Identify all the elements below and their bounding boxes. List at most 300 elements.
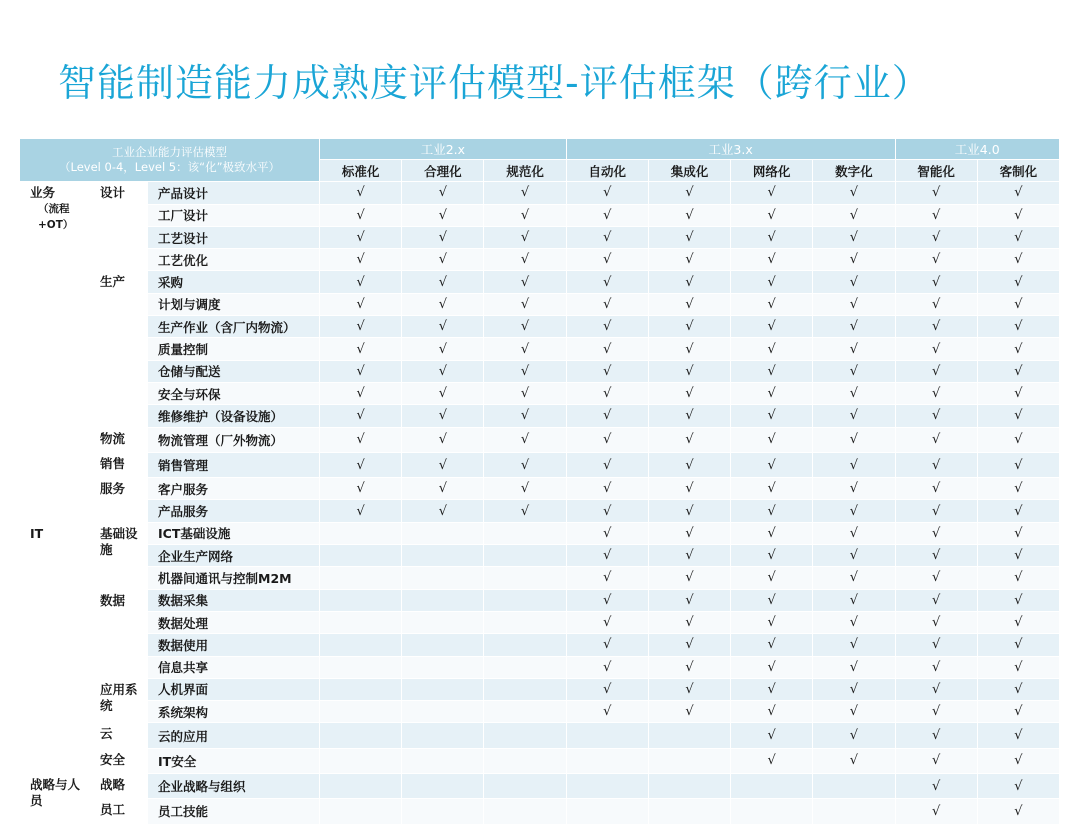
check-mark: √ [402, 478, 484, 500]
empty-cell [402, 679, 484, 701]
check-mark: √ [978, 383, 1060, 405]
model-level-note: （Level 0-4，Level 5：该“化”极致水平） [59, 160, 281, 175]
capability-item: IT安全 [148, 749, 320, 774]
category-name: IT [30, 525, 44, 541]
level-header: 数字化 [813, 160, 895, 182]
check-mark: √ [813, 361, 895, 383]
check-mark: √ [320, 500, 402, 522]
check-mark: √ [567, 361, 649, 383]
check-mark: √ [402, 294, 484, 316]
check-mark: √ [649, 316, 731, 338]
check-mark: √ [978, 338, 1060, 360]
empty-cell [484, 799, 566, 824]
check-mark: √ [813, 749, 895, 774]
capability-item: 信息共享 [148, 657, 320, 679]
check-mark: √ [896, 545, 978, 567]
group-header-row [20, 139, 1060, 160]
empty-cell [402, 657, 484, 679]
check-mark: √ [813, 205, 895, 227]
empty-cell [320, 523, 402, 545]
check-mark: √ [813, 428, 895, 453]
check-mark: √ [896, 271, 978, 293]
check-mark: √ [567, 634, 649, 656]
check-mark: √ [896, 634, 978, 656]
check-mark: √ [978, 567, 1060, 589]
table-row [20, 679, 1060, 701]
check-mark: √ [896, 361, 978, 383]
subcategory-name: 数据 [90, 590, 148, 679]
empty-cell [484, 657, 566, 679]
check-mark: √ [649, 383, 731, 405]
capability-item: 仓储与配送 [148, 361, 320, 383]
level-header: 规范化 [484, 160, 566, 182]
check-mark: √ [813, 249, 895, 271]
empty-cell [484, 612, 566, 634]
category-cell [20, 523, 90, 774]
subcategory-name: 应用系统 [90, 679, 148, 724]
category-cell [20, 182, 90, 522]
check-mark: √ [649, 428, 731, 453]
check-mark: √ [320, 227, 402, 249]
check-mark: √ [567, 383, 649, 405]
check-mark: √ [896, 294, 978, 316]
check-mark: √ [649, 249, 731, 271]
check-mark: √ [731, 749, 813, 774]
capability-item: 工艺设计 [148, 227, 320, 249]
empty-cell [484, 545, 566, 567]
empty-cell [567, 799, 649, 824]
table-row [20, 338, 1060, 360]
check-mark: √ [896, 523, 978, 545]
empty-cell [484, 701, 566, 723]
check-mark: √ [978, 478, 1060, 500]
table-row [20, 799, 1060, 824]
table-row [20, 590, 1060, 612]
check-mark: √ [813, 723, 895, 748]
check-mark: √ [402, 361, 484, 383]
check-mark: √ [484, 478, 566, 500]
check-mark: √ [813, 227, 895, 249]
check-mark: √ [402, 205, 484, 227]
check-mark: √ [896, 701, 978, 723]
check-mark: √ [649, 634, 731, 656]
empty-cell [731, 799, 813, 824]
check-mark: √ [484, 338, 566, 360]
capability-item: 物流管理（厂外物流） [148, 428, 320, 453]
check-mark: √ [320, 338, 402, 360]
check-mark: √ [813, 612, 895, 634]
empty-cell [813, 774, 895, 799]
subcategory-name: 物流 [90, 428, 148, 453]
check-mark: √ [567, 500, 649, 522]
check-mark: √ [978, 799, 1060, 824]
empty-cell [484, 774, 566, 799]
empty-cell [320, 545, 402, 567]
table-row [20, 723, 1060, 748]
check-mark: √ [731, 383, 813, 405]
capability-item: 系统架构 [148, 701, 320, 723]
subcategory-name: 员工 [90, 799, 148, 824]
capability-item: 人机界面 [148, 679, 320, 701]
capability-item: 安全与环保 [148, 383, 320, 405]
empty-cell [402, 590, 484, 612]
table-row [20, 701, 1060, 723]
check-mark: √ [978, 590, 1060, 612]
check-mark: √ [567, 590, 649, 612]
capability-item: 采购 [148, 271, 320, 293]
check-mark: √ [896, 723, 978, 748]
check-mark: √ [567, 453, 649, 478]
capability-item: 企业生产网络 [148, 545, 320, 567]
table-row [20, 294, 1060, 316]
table-row [20, 774, 1060, 799]
check-mark: √ [567, 182, 649, 204]
group-header-industry-40: 工业4.0 [896, 139, 1061, 160]
empty-cell [484, 567, 566, 589]
empty-cell [813, 799, 895, 824]
empty-cell [649, 723, 731, 748]
check-mark: √ [567, 205, 649, 227]
empty-cell [731, 774, 813, 799]
empty-cell [402, 774, 484, 799]
check-mark: √ [813, 567, 895, 589]
check-mark: √ [896, 612, 978, 634]
check-mark: √ [567, 338, 649, 360]
check-mark: √ [567, 428, 649, 453]
check-mark: √ [896, 799, 978, 824]
check-mark: √ [567, 316, 649, 338]
capability-item: 计划与调度 [148, 294, 320, 316]
check-mark: √ [978, 545, 1060, 567]
category-cell [20, 774, 90, 825]
check-mark: √ [896, 383, 978, 405]
table-row [20, 657, 1060, 679]
check-mark: √ [978, 361, 1060, 383]
check-mark: √ [813, 500, 895, 522]
capability-item: ICT基础设施 [148, 523, 320, 545]
check-mark: √ [402, 316, 484, 338]
check-mark: √ [896, 749, 978, 774]
check-mark: √ [649, 361, 731, 383]
check-mark: √ [567, 567, 649, 589]
subcategory-name: 战略 [90, 774, 148, 799]
check-mark: √ [896, 227, 978, 249]
empty-cell [484, 523, 566, 545]
empty-cell [320, 612, 402, 634]
capability-item: 机器间通讯与控制M2M [148, 567, 320, 589]
capability-item: 产品设计 [148, 182, 320, 204]
level-header: 集成化 [649, 160, 731, 182]
empty-cell [649, 774, 731, 799]
check-mark: √ [649, 453, 731, 478]
check-mark: √ [896, 590, 978, 612]
empty-cell [484, 679, 566, 701]
check-mark: √ [320, 405, 402, 427]
check-mark: √ [320, 453, 402, 478]
check-mark: √ [320, 428, 402, 453]
table-row [20, 545, 1060, 567]
check-mark: √ [484, 182, 566, 204]
capability-item: 数据处理 [148, 612, 320, 634]
table-row [20, 316, 1060, 338]
check-mark: √ [978, 723, 1060, 748]
check-mark: √ [649, 182, 731, 204]
check-mark: √ [978, 774, 1060, 799]
empty-cell [402, 799, 484, 824]
check-mark: √ [567, 545, 649, 567]
level-header: 合理化 [402, 160, 484, 182]
empty-cell [402, 523, 484, 545]
check-mark: √ [731, 701, 813, 723]
check-mark: √ [567, 271, 649, 293]
empty-cell [649, 749, 731, 774]
check-mark: √ [978, 657, 1060, 679]
check-mark: √ [731, 634, 813, 656]
capability-item: 维修维护（设备设施） [148, 405, 320, 427]
check-mark: √ [484, 383, 566, 405]
check-mark: √ [731, 723, 813, 748]
check-mark: √ [896, 657, 978, 679]
check-mark: √ [567, 701, 649, 723]
check-mark: √ [978, 227, 1060, 249]
check-mark: √ [484, 249, 566, 271]
check-mark: √ [813, 523, 895, 545]
capability-item: 工厂设计 [148, 205, 320, 227]
check-mark: √ [731, 294, 813, 316]
check-mark: √ [649, 679, 731, 701]
check-mark: √ [567, 612, 649, 634]
category-name: 业务 [30, 185, 56, 201]
check-mark: √ [649, 271, 731, 293]
empty-cell [567, 749, 649, 774]
table-row [20, 227, 1060, 249]
subcategory-name: 设计 [90, 182, 148, 271]
check-mark: √ [320, 361, 402, 383]
check-mark: √ [649, 205, 731, 227]
capability-item: 质量控制 [148, 338, 320, 360]
check-mark: √ [813, 271, 895, 293]
check-mark: √ [649, 338, 731, 360]
check-mark: √ [896, 316, 978, 338]
empty-cell [649, 799, 731, 824]
table-row [20, 428, 1060, 453]
subcategory-name: 销售 [90, 453, 148, 478]
check-mark: √ [813, 405, 895, 427]
empty-cell [484, 749, 566, 774]
empty-cell [484, 590, 566, 612]
check-mark: √ [567, 478, 649, 500]
table-row [20, 478, 1060, 500]
check-mark: √ [649, 701, 731, 723]
check-mark: √ [649, 227, 731, 249]
check-mark: √ [731, 679, 813, 701]
check-mark: √ [484, 453, 566, 478]
check-mark: √ [813, 182, 895, 204]
subcategory-name: 云 [90, 723, 148, 748]
check-mark: √ [978, 523, 1060, 545]
empty-cell [484, 634, 566, 656]
check-mark: √ [731, 405, 813, 427]
check-mark: √ [896, 679, 978, 701]
check-mark: √ [896, 338, 978, 360]
empty-cell [402, 612, 484, 634]
check-mark: √ [978, 182, 1060, 204]
check-mark: √ [813, 657, 895, 679]
level-header: 智能化 [896, 160, 978, 182]
check-mark: √ [402, 249, 484, 271]
check-mark: √ [320, 182, 402, 204]
empty-cell [320, 799, 402, 824]
check-mark: √ [896, 453, 978, 478]
check-mark: √ [320, 478, 402, 500]
category-note: （流程+OT） [38, 203, 74, 232]
capability-item: 数据采集 [148, 590, 320, 612]
check-mark: √ [978, 679, 1060, 701]
check-mark: √ [402, 271, 484, 293]
level-header: 客制化 [978, 160, 1060, 182]
check-mark: √ [731, 316, 813, 338]
check-mark: √ [731, 227, 813, 249]
check-mark: √ [896, 478, 978, 500]
empty-cell [402, 723, 484, 748]
check-mark: √ [978, 271, 1060, 293]
check-mark: √ [978, 405, 1060, 427]
check-mark: √ [813, 634, 895, 656]
check-mark: √ [567, 679, 649, 701]
check-mark: √ [649, 590, 731, 612]
check-mark: √ [978, 453, 1060, 478]
check-mark: √ [978, 749, 1060, 774]
check-mark: √ [896, 205, 978, 227]
empty-cell [320, 701, 402, 723]
check-mark: √ [896, 249, 978, 271]
empty-cell [402, 701, 484, 723]
table-row [20, 612, 1060, 634]
check-mark: √ [731, 590, 813, 612]
check-mark: √ [484, 227, 566, 249]
assessment-framework-table [20, 139, 1060, 825]
check-mark: √ [567, 405, 649, 427]
check-mark: √ [896, 567, 978, 589]
level-header: 网络化 [731, 160, 813, 182]
check-mark: √ [649, 567, 731, 589]
table-row [20, 205, 1060, 227]
check-mark: √ [731, 523, 813, 545]
table-row [20, 249, 1060, 271]
empty-cell [320, 749, 402, 774]
check-mark: √ [649, 500, 731, 522]
capability-item: 生产作业（含厂内物流） [148, 316, 320, 338]
check-mark: √ [813, 383, 895, 405]
empty-cell [320, 723, 402, 748]
check-mark: √ [731, 500, 813, 522]
check-mark: √ [649, 523, 731, 545]
check-mark: √ [484, 205, 566, 227]
empty-cell [320, 590, 402, 612]
check-mark: √ [978, 701, 1060, 723]
check-mark: √ [731, 428, 813, 453]
check-mark: √ [731, 657, 813, 679]
table-row [20, 749, 1060, 774]
check-mark: √ [731, 545, 813, 567]
check-mark: √ [978, 612, 1060, 634]
category-name: 战略与人员 [30, 777, 81, 809]
check-mark: √ [813, 545, 895, 567]
check-mark: √ [649, 657, 731, 679]
check-mark: √ [896, 405, 978, 427]
check-mark: √ [320, 249, 402, 271]
check-mark: √ [731, 205, 813, 227]
check-mark: √ [567, 523, 649, 545]
table-row [20, 383, 1060, 405]
table-row [20, 523, 1060, 545]
check-mark: √ [978, 428, 1060, 453]
table-row [20, 361, 1060, 383]
check-mark: √ [978, 249, 1060, 271]
check-mark: √ [402, 338, 484, 360]
check-mark: √ [731, 567, 813, 589]
table-row [20, 567, 1060, 589]
model-header-cell [20, 139, 320, 182]
check-mark: √ [813, 338, 895, 360]
capability-item: 企业战略与组织 [148, 774, 320, 799]
check-mark: √ [484, 294, 566, 316]
check-mark: √ [813, 701, 895, 723]
check-mark: √ [649, 612, 731, 634]
table-row [20, 453, 1060, 478]
check-mark: √ [978, 500, 1060, 522]
empty-cell [402, 749, 484, 774]
check-mark: √ [731, 478, 813, 500]
check-mark: √ [731, 182, 813, 204]
table-body [20, 182, 1060, 824]
check-mark: √ [402, 500, 484, 522]
capability-item: 云的应用 [148, 723, 320, 748]
check-mark: √ [320, 316, 402, 338]
check-mark: √ [402, 227, 484, 249]
table-row [20, 405, 1060, 427]
check-mark: √ [978, 634, 1060, 656]
check-mark: √ [978, 294, 1060, 316]
table-row [20, 500, 1060, 522]
check-mark: √ [402, 428, 484, 453]
check-mark: √ [896, 774, 978, 799]
empty-cell [320, 634, 402, 656]
check-mark: √ [320, 294, 402, 316]
check-mark: √ [484, 428, 566, 453]
group-header-industry-2x: 工业2.x [320, 139, 567, 160]
check-mark: √ [484, 500, 566, 522]
check-mark: √ [813, 590, 895, 612]
empty-cell [402, 634, 484, 656]
table-row [20, 634, 1060, 656]
check-mark: √ [649, 294, 731, 316]
level-header: 标准化 [320, 160, 402, 182]
subcategory-name: 服务 [90, 478, 148, 523]
empty-cell [320, 774, 402, 799]
check-mark: √ [402, 383, 484, 405]
check-mark: √ [484, 316, 566, 338]
check-mark: √ [567, 294, 649, 316]
check-mark: √ [567, 657, 649, 679]
check-mark: √ [402, 453, 484, 478]
check-mark: √ [649, 405, 731, 427]
capability-item: 员工技能 [148, 799, 320, 824]
check-mark: √ [731, 612, 813, 634]
capability-item: 工艺优化 [148, 249, 320, 271]
check-mark: √ [731, 453, 813, 478]
check-mark: √ [813, 478, 895, 500]
